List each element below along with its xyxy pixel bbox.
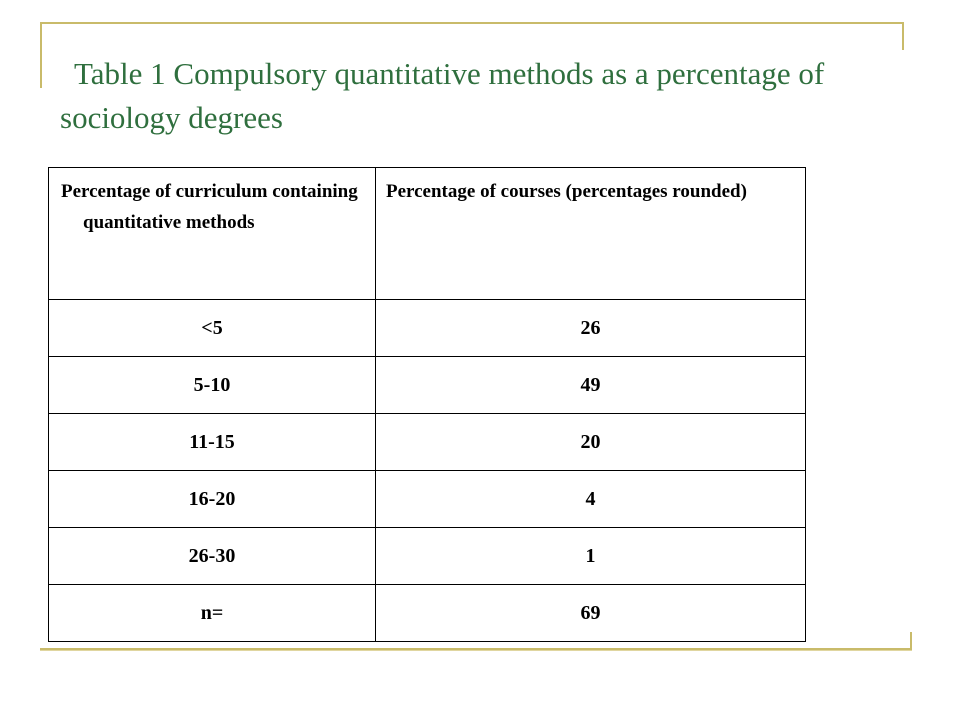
header-courses-percentage [376, 168, 806, 300]
range-cell: 5-10 [49, 357, 376, 414]
percent-cell: 26 [376, 300, 806, 357]
percent-cell: 20 [376, 414, 806, 471]
table-row [49, 414, 806, 471]
percent-cell: 4 [376, 471, 806, 528]
total-label-cell: n= [49, 585, 376, 642]
range-cell: 11-15 [49, 414, 376, 471]
header-curriculum-percentage-label: Percentage of curriculum containing quantitative methods [61, 181, 358, 233]
table-row [49, 300, 806, 357]
table-row [49, 471, 806, 528]
range-cell: 16-20 [49, 471, 376, 528]
header-courses-percentage-label: Percentage of courses (percentages rounded) [386, 181, 747, 202]
frame-top-line [40, 22, 904, 24]
range-cell: 26-30 [49, 528, 376, 585]
table-header-row [49, 168, 806, 300]
percent-cell: 1 [376, 528, 806, 585]
frame-right-bottom-line [910, 632, 912, 650]
table-row [49, 357, 806, 414]
range-cell: <5 [49, 300, 376, 357]
total-value-cell: 69 [376, 585, 806, 642]
percent-cell: 49 [376, 357, 806, 414]
header-curriculum-percentage [49, 168, 376, 300]
table-row [49, 528, 806, 585]
slide-title: Table 1 Compulsory quantitative methods as a percentage of sociology degrees [60, 56, 825, 135]
frame-right-line [902, 22, 904, 50]
frame-left-line [40, 22, 42, 88]
frame-bottom-shadow-line [40, 650, 912, 651]
data-table [48, 167, 806, 642]
table-row-total [49, 585, 806, 642]
